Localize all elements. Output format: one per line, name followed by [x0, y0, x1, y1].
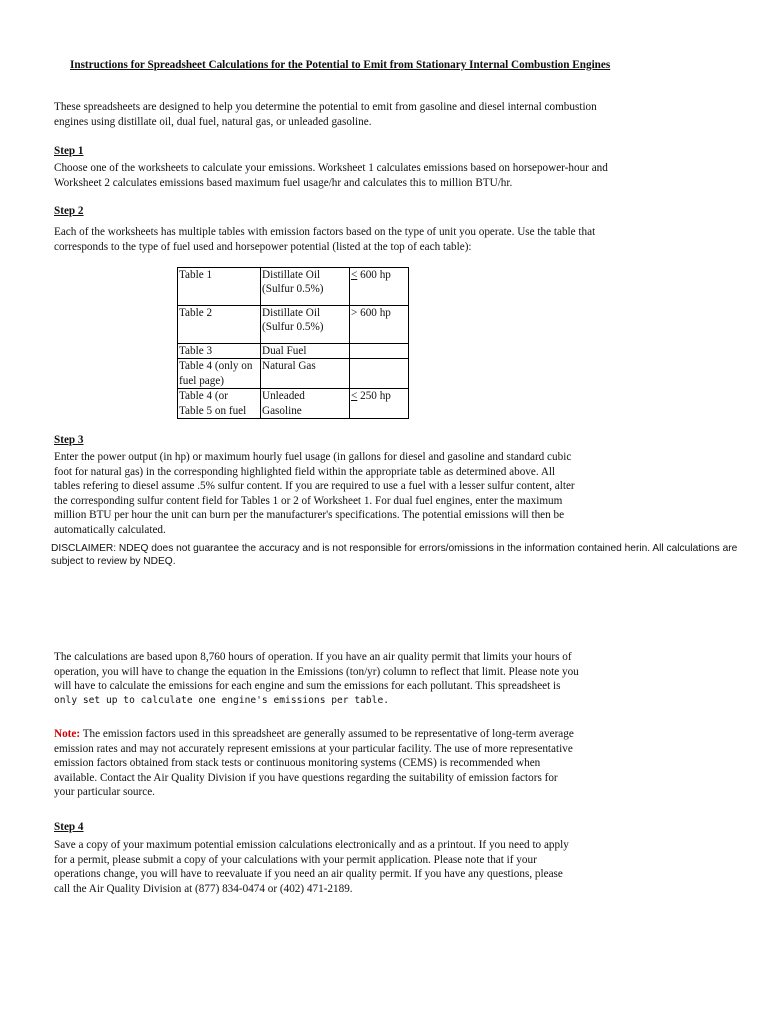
fuel-cell	[261, 306, 350, 344]
hp-cell	[350, 268, 409, 306]
step4-line: operations change, you will have to reevaluate if you need an air quality permit. If you have any questions, please	[54, 868, 563, 881]
step1-paragraph	[54, 161, 608, 190]
note-line: emission factors obtained from stack tests or continuous monitoring systems (CEMS) is recommended when	[54, 757, 541, 770]
hp-cell	[350, 389, 409, 419]
fuel-line: Unleaded	[262, 390, 305, 403]
hours-line: will have to calculate the emissions for each engine and sum the emissions for each pollutant. This spreadsheet is	[54, 680, 561, 693]
hp-symbol: <	[351, 390, 358, 403]
note-text: The emission factors used in this spreadsheet are generally assumed to be representative of long-term average	[80, 728, 574, 740]
hp-symbol: <	[351, 269, 358, 281]
table-row	[178, 359, 409, 389]
hp-value: 600 hp	[357, 307, 391, 319]
fuel-line: Gasoline	[262, 404, 302, 417]
intro-line: These spreadsheets are designed to help you determine the potential to emit from gasoline and diesel internal combustion	[54, 101, 597, 113]
step3-heading: Step 3	[54, 434, 84, 446]
step3-line: foot for natural gas) in the corresponding highlighted field within the appropriate table as determined above. All	[54, 465, 556, 478]
step1-line: Worksheet 2 calculates emissions based maximum fuel usage/hr and calculates this to million BTU/hr.	[54, 176, 513, 189]
fuel-line: (Sulfur 0.5%)	[262, 283, 324, 296]
table-cell: Table 3	[178, 344, 261, 359]
step3-line: tables refering to diesel assume .5% sulfur content. If you are required to use a fuel with a lesser sulfur content, alter	[54, 480, 575, 493]
table-row	[178, 268, 409, 306]
step1-heading: Step 1	[54, 145, 84, 157]
fuel-line: (Sulfur 0.5%)	[262, 321, 324, 334]
step2-paragraph	[54, 225, 595, 254]
step1-line: Choose one of the worksheets to calculate your emissions. Worksheet 1 calculates emissions based on horsepower-hour and	[54, 162, 608, 174]
step3-line: automatically calculated.	[54, 523, 166, 536]
step2-line: corresponds to the type of fuel used and horsepower potential (listed at the top of each table):	[54, 240, 472, 253]
table-row	[178, 344, 409, 359]
fuel-line: Distillate Oil	[262, 269, 321, 281]
note-line: your particular source.	[54, 786, 155, 799]
intro-line: engines using distillate oil, dual fuel, natural gas, or unleaded gasoline.	[54, 115, 372, 128]
fuel-cell: Natural Gas	[261, 359, 350, 389]
step2-heading: Step 2	[54, 205, 84, 217]
step2-line: Each of the worksheets has multiple tables with emission factors based on the type of unit you operate. Use the table that	[54, 226, 596, 238]
table-row	[178, 306, 409, 344]
hours-line-mono: only set up to calculate one engine's emissions per table.	[54, 694, 390, 706]
hp-value: 600 hp	[357, 269, 391, 281]
document-title: Instructions for Spreadsheet Calculations for the Potential to Emit from Stationary Internal Combustion Engines	[70, 59, 611, 71]
note-line: available. Contact the Air Quality Division if you have questions regarding the suitability of emission factors for	[54, 771, 558, 784]
intro-paragraph	[54, 100, 597, 129]
fuel-cell: Dual Fuel	[261, 344, 350, 359]
step4-paragraph	[54, 838, 569, 896]
step3-line: Enter the power output (in hp) or maximum hourly fuel usage (in gallons for diesel and gasoline and standard cubic	[54, 451, 572, 463]
fuel-line: Distillate Oil	[262, 307, 321, 319]
fuel-table	[177, 267, 409, 419]
table-line: Table 4 (or	[179, 390, 228, 403]
hours-paragraph	[54, 650, 579, 708]
step3-line: million BTU per hour the unit can burn per the manufacturer's specifications. The potential emissions will then be	[54, 509, 565, 522]
note-label: Note:	[54, 728, 81, 740]
table-cell: Table 1	[178, 268, 261, 306]
table-cell: Table 2	[178, 306, 261, 344]
note-paragraph	[54, 727, 574, 800]
step4-line: Save a copy of your maximum potential emission calculations electronically and as a printout. If you need to apply	[54, 839, 569, 851]
table-cell	[178, 359, 261, 389]
table-line: Table 5 on fuel	[179, 404, 247, 417]
hp-value: 250 hp	[357, 390, 391, 403]
step4-heading: Step 4	[54, 821, 84, 833]
disclaimer	[51, 542, 737, 568]
step3-paragraph	[54, 450, 575, 538]
step4-line: for a permit, please submit a copy of your calculations with your permit application. Please note that if your	[54, 853, 537, 866]
hours-line: The calculations are based upon 8,760 hours of operation. If you have an air quality permit that limits your hours of	[54, 651, 572, 663]
fuel-cell	[261, 389, 350, 419]
hp-symbol: >	[351, 307, 358, 319]
note-first-line	[54, 727, 574, 742]
step3-line: the corresponding sulfur content field for Tables 1 or 2 of Worksheet 1. For dual fuel engines, enter the maximum	[54, 494, 563, 507]
table-line: Table 4 (only on	[179, 360, 253, 373]
hp-cell	[350, 359, 409, 389]
hp-cell	[350, 344, 409, 359]
step4-line: call the Air Quality Division at (877) 834-0474 or (402) 471-2189.	[54, 882, 353, 895]
hours-line: operation, you will have to change the equation in the Emissions (ton/yr) column to reflect that limit. Please note you	[54, 665, 579, 678]
table-cell	[178, 389, 261, 419]
note-line: emission rates and may not accurately represent emissions at your particular facility. The use of more representative	[54, 742, 573, 755]
hp-cell	[350, 306, 409, 344]
table-line: fuel page)	[179, 374, 225, 387]
fuel-cell	[261, 268, 350, 306]
disclaimer-line: subject to review by NDEQ.	[51, 556, 176, 567]
table-row	[178, 389, 409, 419]
disclaimer-line: DISCLAIMER: NDEQ does not guarantee the accuracy and is not responsible for errors/omissions in the information contained herin. All calculations are	[51, 543, 738, 554]
